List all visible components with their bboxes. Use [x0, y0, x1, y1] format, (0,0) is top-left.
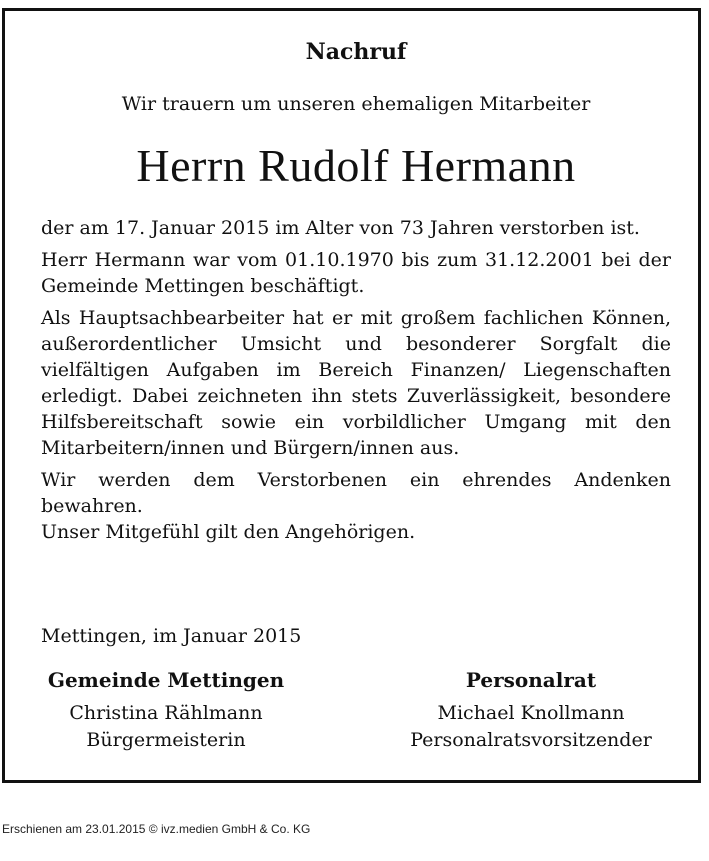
signature-staff-council — [381, 667, 681, 754]
obituary-notice — [2, 8, 701, 783]
signature-org: Personalrat — [465, 668, 597, 692]
publication-footer: Erschienen am 23.01.2015 © ivz.medien GmbH & Co. KG — [2, 822, 311, 836]
paragraph-remembrance: Wir werden dem Verstorbenen ein ehrendes Andenken bewahren. — [41, 469, 671, 517]
notice-heading: Nachruf — [305, 39, 407, 65]
signature-role: Bürgermeisterin — [86, 729, 246, 751]
paragraph-employment: Herr Hermann war vom 01.10.1970 bis zum 31.12.2001 bei der Gemeinde Mettingen beschäftigt. — [41, 249, 671, 297]
deceased-name: Herrn Rudolf Hermann — [136, 140, 576, 191]
paragraph-tribute: Als Hauptsachbearbeiter hat er mit großem fachlichen Können, außerordentlicher Umsicht und besonderer Sorgfalt die vielfältigen Aufgaben im Bereich Finanzen/ Liegenschaften erledigt. Dabei zeichneten ihn stets Zuverlässigkeit, besondere Hilfsbereitschaft sowie ein vorbildlicher Umgang mit den Mitarbeitern/innen und Bürgern/innen aus. — [41, 307, 671, 459]
paragraph-condolence: Unser Mitgefühl gilt den Angehörigen. — [41, 521, 416, 543]
signature-municipality — [21, 667, 311, 754]
signature-role: Personalratsvorsitzender — [410, 729, 652, 751]
signature-person: Michael Knollmann — [437, 702, 625, 724]
signature-org: Gemeinde Mettingen — [47, 668, 285, 692]
notice-body — [41, 215, 671, 551]
place-date: Mettingen, im Januar 2015 — [41, 625, 302, 647]
notice-intro: Wir trauern um unseren ehemaligen Mitarbeiter — [121, 93, 591, 115]
signature-person: Christina Rählmann — [69, 702, 263, 724]
paragraph-death-date: der am 17. Januar 2015 im Alter von 73 Jahren verstorben ist. — [41, 217, 640, 239]
